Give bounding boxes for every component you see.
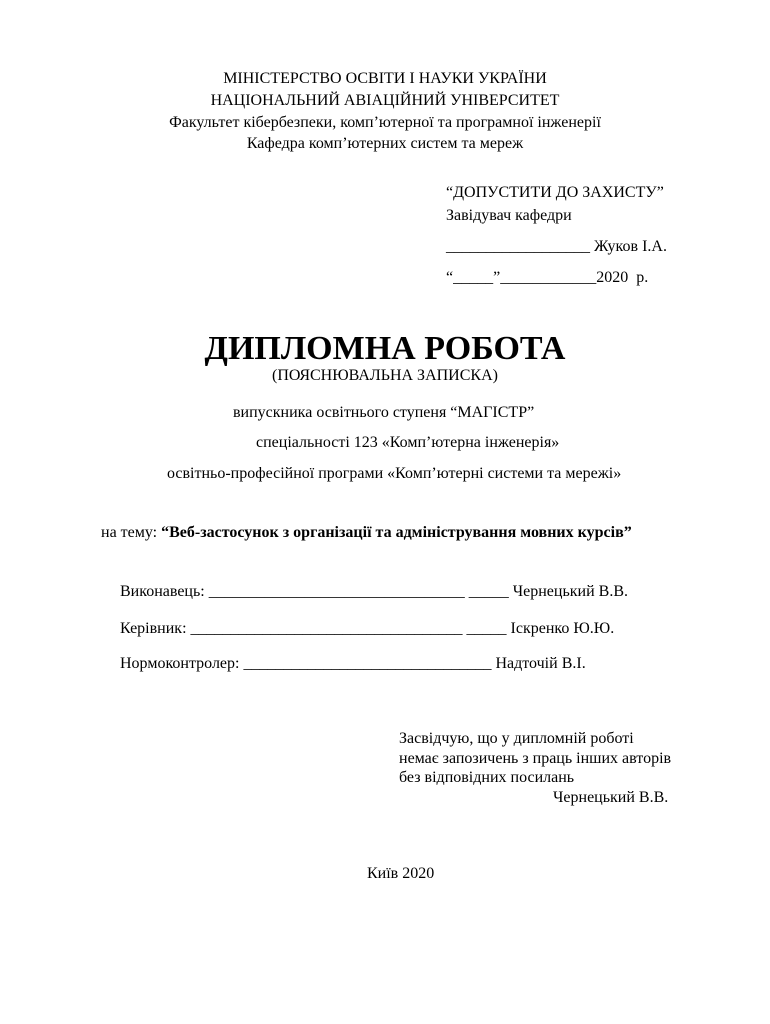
- topic-line: [101, 523, 632, 543]
- certification-author-name: Чернецький В.В.: [553, 789, 669, 806]
- city-year: Київ 2020: [367, 865, 435, 882]
- normcontroller-line: Нормоконтролер: _______________________________ Надточій В.І.: [120, 655, 586, 672]
- graduate-degree: випускника освітнього ступеня “МАГІСТР”: [233, 404, 535, 421]
- certification-line-1: Засвідчую, що у дипломній роботі: [399, 730, 634, 747]
- approval-date-line: “_____”____________2020 р.: [446, 269, 649, 286]
- certification-line-3: без відповідних посилань: [399, 769, 575, 786]
- topic-prefix: на тему:: [101, 524, 162, 541]
- faculty-heading: Факультет кібербезпеки, комп’ютерної та програмної інженерії: [169, 114, 601, 131]
- university-heading: НАЦІОНАЛЬНИЙ АВІАЦІЙНИЙ УНІВЕРСИТЕТ: [210, 92, 560, 109]
- topic-title: “Веб-застосунок з організації та адміністрування мовних курсів”: [161, 524, 632, 541]
- head-title: Завідувач кафедри: [446, 207, 572, 224]
- document-subtitle: (ПОЯСНЮВАЛЬНА ЗАПИСКА): [272, 367, 498, 384]
- specialty-line: спеціальності 123 «Комп’ютерна інженерія»: [256, 434, 560, 451]
- supervisor-line: Керівник: __________________________________ _____ Іскренко Ю.Ю.: [120, 620, 615, 637]
- head-signature-line: __________________ Жуков І.А.: [446, 238, 667, 255]
- admit-label: “ДОПУСТИТИ ДО ЗАХИСТУ”: [446, 184, 664, 201]
- program-line: освітньо-професійної програми «Комп’ютерні системи та мережі»: [167, 465, 622, 482]
- document-title: ДИПЛОМНА РОБОТА: [204, 330, 566, 367]
- department-heading: Кафедра комп’ютерних систем та мереж: [246, 135, 524, 152]
- ministry-heading: МІНІСТЕРСТВО ОСВІТИ І НАУКИ УКРАЇНИ: [223, 70, 547, 87]
- certification-line-2: немає запозичень з праць інших авторів: [399, 750, 672, 767]
- executor-line: Виконавець: ________________________________ _____ Чернецький В.В.: [120, 583, 628, 600]
